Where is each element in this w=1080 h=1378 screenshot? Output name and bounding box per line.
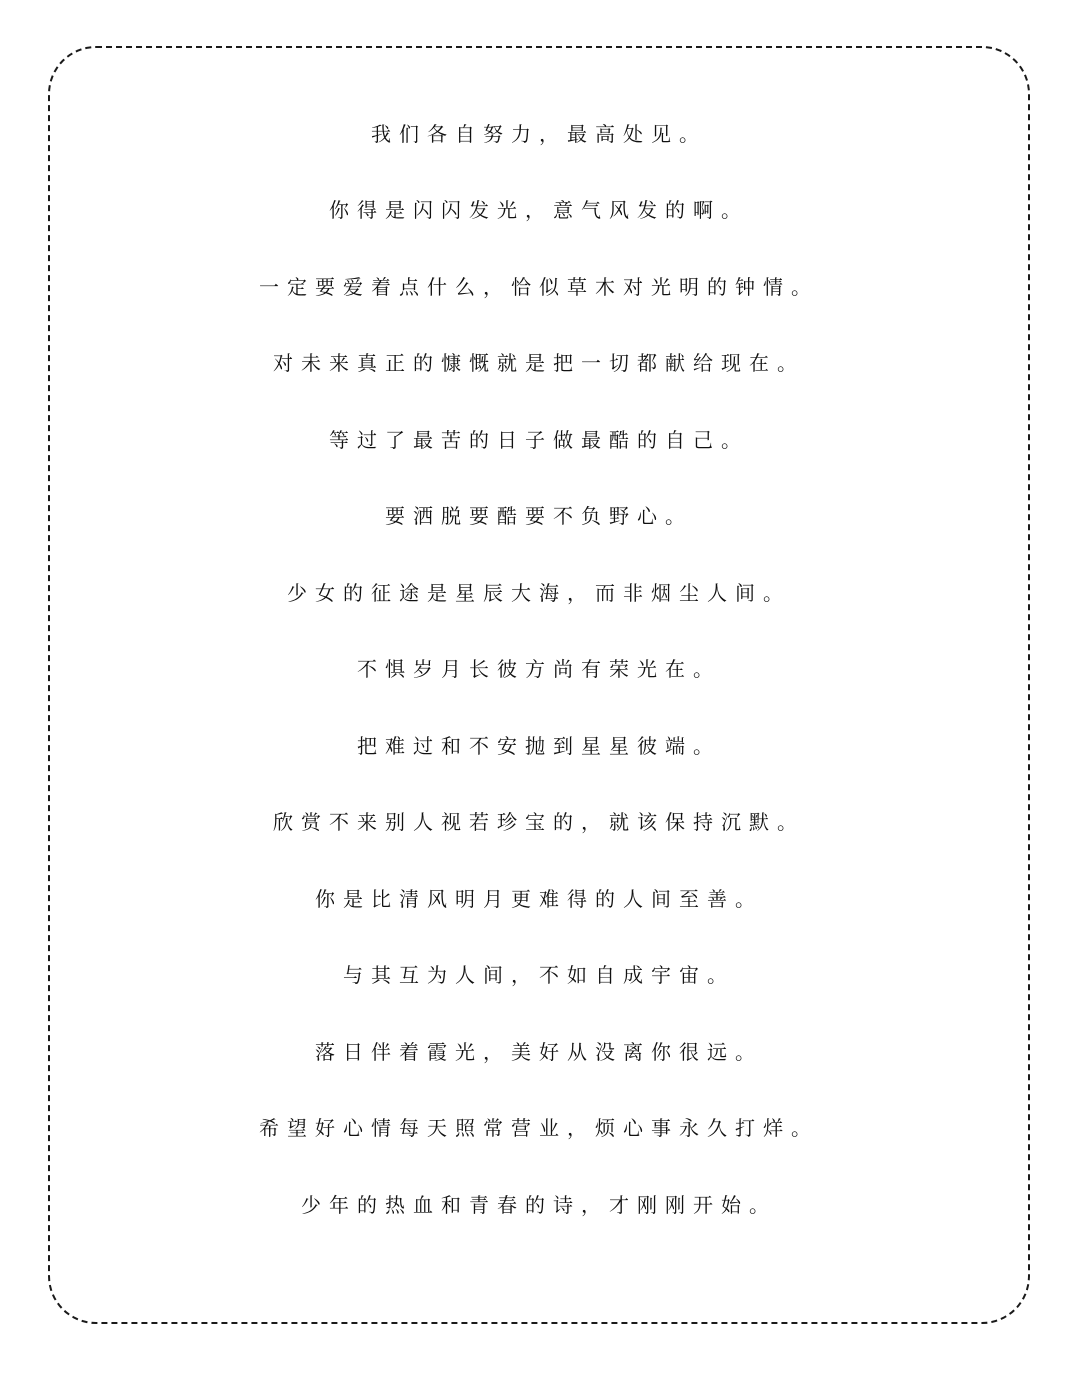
handwritten-quote-list — [48, 46, 1030, 1324]
quote-line: 与其互为人间，不如自成宇宙。 — [343, 963, 735, 988]
quote-line: 落日伴着霞光，美好从没离你很远。 — [315, 1039, 763, 1064]
quote-line: 对未来真正的慷慨就是把一切都献给现在。 — [273, 351, 805, 376]
quote-line: 一定要爱着点什么，恰似草木对光明的钟情。 — [259, 274, 819, 299]
quote-line: 我们各自努力，最高处见。 — [371, 121, 707, 146]
quote-line: 你是比清风明月更难得的人间至善。 — [315, 886, 763, 911]
quote-line: 你得是闪闪发光，意气风发的啊。 — [329, 198, 749, 223]
quote-line: 等过了最苦的日子做最酷的自己。 — [329, 427, 749, 452]
quote-line: 少年的热血和青春的诗，才刚刚开始。 — [301, 1192, 777, 1217]
quote-line: 要洒脱要酷要不负野心。 — [385, 504, 693, 529]
quote-line: 不惧岁月长彼方尚有荣光在。 — [357, 657, 721, 682]
quote-line: 少女的征途是星辰大海，而非烟尘人间。 — [287, 580, 791, 605]
quote-line: 把难过和不安抛到星星彼端。 — [357, 733, 721, 758]
quote-line: 欣赏不来别人视若珍宝的，就该保持沉默。 — [273, 810, 805, 835]
quote-line: 希望好心情每天照常营业，烦心事永久打烊。 — [259, 1116, 819, 1141]
